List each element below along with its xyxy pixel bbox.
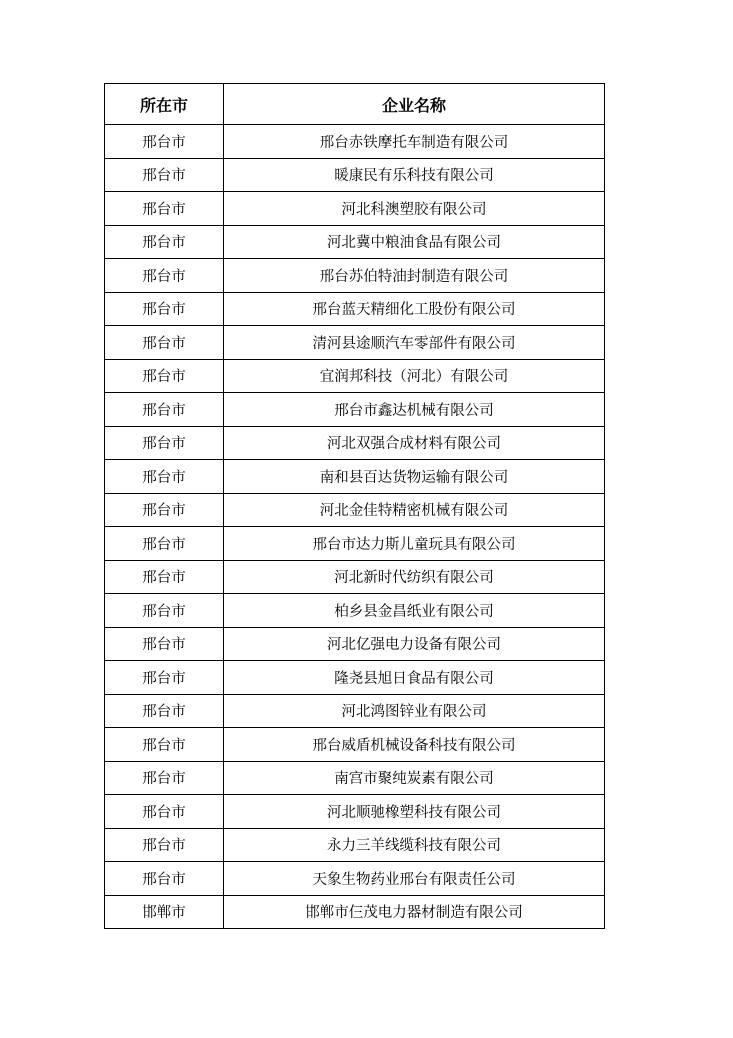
company-table-container [104,83,604,929]
table-row [105,795,605,829]
city-cell: 邢台市 [105,225,224,259]
company-name-cell: 隆尧县旭日食品有限公司 [224,661,605,695]
table-row [105,594,605,628]
table-row [105,158,605,192]
table-row [105,761,605,795]
city-cell: 邢台市 [105,393,224,427]
company-name-cell: 永力三羊线缆科技有限公司 [224,828,605,862]
company-name-cell: 邢台赤铁摩托车制造有限公司 [224,125,605,159]
table-row [105,426,605,460]
table-row [105,393,605,427]
city-cell: 邢台市 [105,192,224,226]
city-cell: 邢台市 [105,426,224,460]
table-header-row [105,84,605,125]
company-name-cell: 河北鸿图锌业有限公司 [224,694,605,728]
city-cell: 邢台市 [105,326,224,360]
table-row [105,359,605,393]
city-cell: 邢台市 [105,560,224,594]
company-name-cell: 邢台市达力斯儿童玩具有限公司 [224,527,605,561]
company-name-cell: 河北顺驰橡塑科技有限公司 [224,795,605,829]
table-row [105,627,605,661]
city-cell: 邢台市 [105,493,224,527]
company-name-cell: 邢台市鑫达机械有限公司 [224,393,605,427]
company-name-cell: 河北亿强电力设备有限公司 [224,627,605,661]
header-city: 所在市 [105,84,224,125]
city-cell: 邢台市 [105,761,224,795]
company-name-cell: 河北双强合成材料有限公司 [224,426,605,460]
table-row [105,259,605,293]
city-cell: 邯郸市 [105,895,224,929]
table-row [105,694,605,728]
company-name-cell: 邯郸市仨茂电力器材制造有限公司 [224,895,605,929]
table-row [105,326,605,360]
company-name-cell: 河北科澳塑胶有限公司 [224,192,605,226]
company-name-cell: 南宫市聚纯炭素有限公司 [224,761,605,795]
company-name-cell: 清河县途顺汽车零部件有限公司 [224,326,605,360]
table-row [105,560,605,594]
company-name-cell: 邢台苏伯特油封制造有限公司 [224,259,605,293]
table-row [105,862,605,896]
header-company-name: 企业名称 [224,84,605,125]
city-cell: 邢台市 [105,125,224,159]
company-name-cell: 柏乡县金昌纸业有限公司 [224,594,605,628]
city-cell: 邢台市 [105,527,224,561]
company-name-cell: 暖康民有乐科技有限公司 [224,158,605,192]
company-table [104,83,605,929]
city-cell: 邢台市 [105,728,224,762]
company-name-cell: 河北金佳特精密机械有限公司 [224,493,605,527]
city-cell: 邢台市 [105,694,224,728]
table-row [105,493,605,527]
table-row [105,225,605,259]
city-cell: 邢台市 [105,259,224,293]
city-cell: 邢台市 [105,460,224,494]
city-cell: 邢台市 [105,158,224,192]
company-name-cell: 宜润邦科技（河北）有限公司 [224,359,605,393]
table-row [105,661,605,695]
table-row [105,728,605,762]
company-name-cell: 河北冀中粮油食品有限公司 [224,225,605,259]
table-row [105,192,605,226]
city-cell: 邢台市 [105,359,224,393]
table-row [105,828,605,862]
city-cell: 邢台市 [105,795,224,829]
company-name-cell: 河北新时代纺织有限公司 [224,560,605,594]
company-name-cell: 天象生物药业邢台有限责任公司 [224,862,605,896]
table-row [105,460,605,494]
table-row [105,125,605,159]
city-cell: 邢台市 [105,862,224,896]
table-row [105,527,605,561]
city-cell: 邢台市 [105,594,224,628]
table-row [105,292,605,326]
company-name-cell: 南和县百达货物运输有限公司 [224,460,605,494]
table-row [105,895,605,929]
company-name-cell: 邢台蓝天精细化工股份有限公司 [224,292,605,326]
city-cell: 邢台市 [105,828,224,862]
company-name-cell: 邢台威盾机械设备科技有限公司 [224,728,605,762]
city-cell: 邢台市 [105,661,224,695]
table-body [105,125,605,929]
city-cell: 邢台市 [105,292,224,326]
city-cell: 邢台市 [105,627,224,661]
